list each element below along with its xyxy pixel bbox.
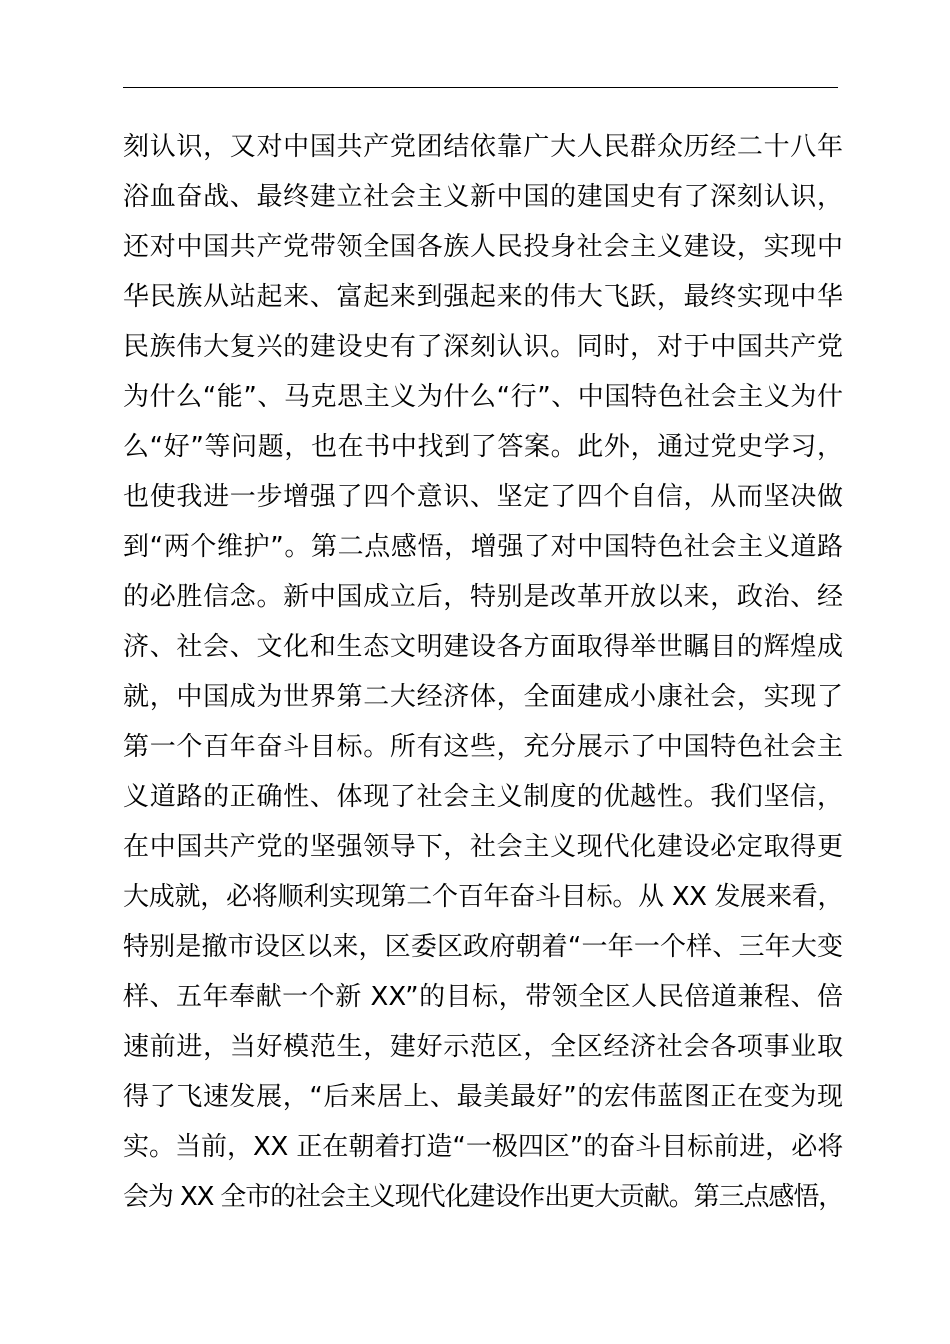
text-line: 民族伟大复兴的建设史有了深刻认识。同时，对于中国共产党 [123, 332, 843, 362]
text-line: 刻认识，又对中国共产党团结依靠广大人民群众历经二十八年 [123, 132, 843, 162]
text-line: 速前进，当好模范生，建好示范区，全区经济社会各项事业取 [123, 1032, 843, 1062]
text-line: 大成就，必将顺利实现第二个百年奋斗目标。从 XX 发展来看， [123, 882, 843, 912]
text-line: 就，中国成为世界第二大经济体，全面建成小康社会，实现了 [123, 682, 843, 712]
text-line: 浴血奋战、最终建立社会主义新中国的建国史有了深刻认识， [123, 182, 843, 212]
text-line: 义道路的正确性、体现了社会主义制度的优越性。我们坚信， [123, 782, 843, 812]
text-line: 也使我进一步增强了四个意识、坚定了四个自信，从而坚决做 [123, 482, 843, 512]
text-line: 在中国共产党的坚强领导下，社会主义现代化建设必定取得更 [123, 832, 843, 862]
text-line: 还对中国共产党带领全国各族人民投身社会主义建设，实现中 [123, 232, 843, 262]
text-line: 么“好”等问题，也在书中找到了答案。此外，通过党史学习， [123, 432, 843, 462]
text-line: 第一个百年奋斗目标。所有这些，充分展示了中国特色社会主 [123, 732, 843, 762]
body-paragraph [123, 122, 843, 1222]
text-line: 实。当前，XX 正在朝着打造“一极四区”的奋斗目标前进，必将 [123, 1132, 843, 1162]
text-line: 的必胜信念。新中国成立后，特别是改革开放以来，政治、经 [123, 582, 843, 612]
text-line: 为什么“能”、马克思主义为什么“行”、中国特色社会主义为什 [123, 382, 843, 412]
text-line: 华民族从站起来、富起来到强起来的伟大飞跃，最终实现中华 [123, 282, 843, 312]
text-line: 特别是撤市设区以来，区委区政府朝着“一年一个样、三年大变 [123, 932, 843, 962]
header-rule [123, 87, 838, 88]
text-line: 会为 XX 全市的社会主义现代化建设作出更大贡献。第三点感悟， [123, 1182, 843, 1212]
text-line: 到“两个维护”。第二点感悟，增强了对中国特色社会主义道路 [123, 532, 843, 562]
text-line: 得了飞速发展，“后来居上、最美最好”的宏伟蓝图正在变为现 [123, 1082, 843, 1112]
text-line: 济、社会、文化和生态文明建设各方面取得举世瞩目的辉煌成 [123, 632, 843, 662]
text-line: 样、五年奉献一个新 XX”的目标，带领全区人民倍道兼程、倍 [123, 982, 843, 1012]
